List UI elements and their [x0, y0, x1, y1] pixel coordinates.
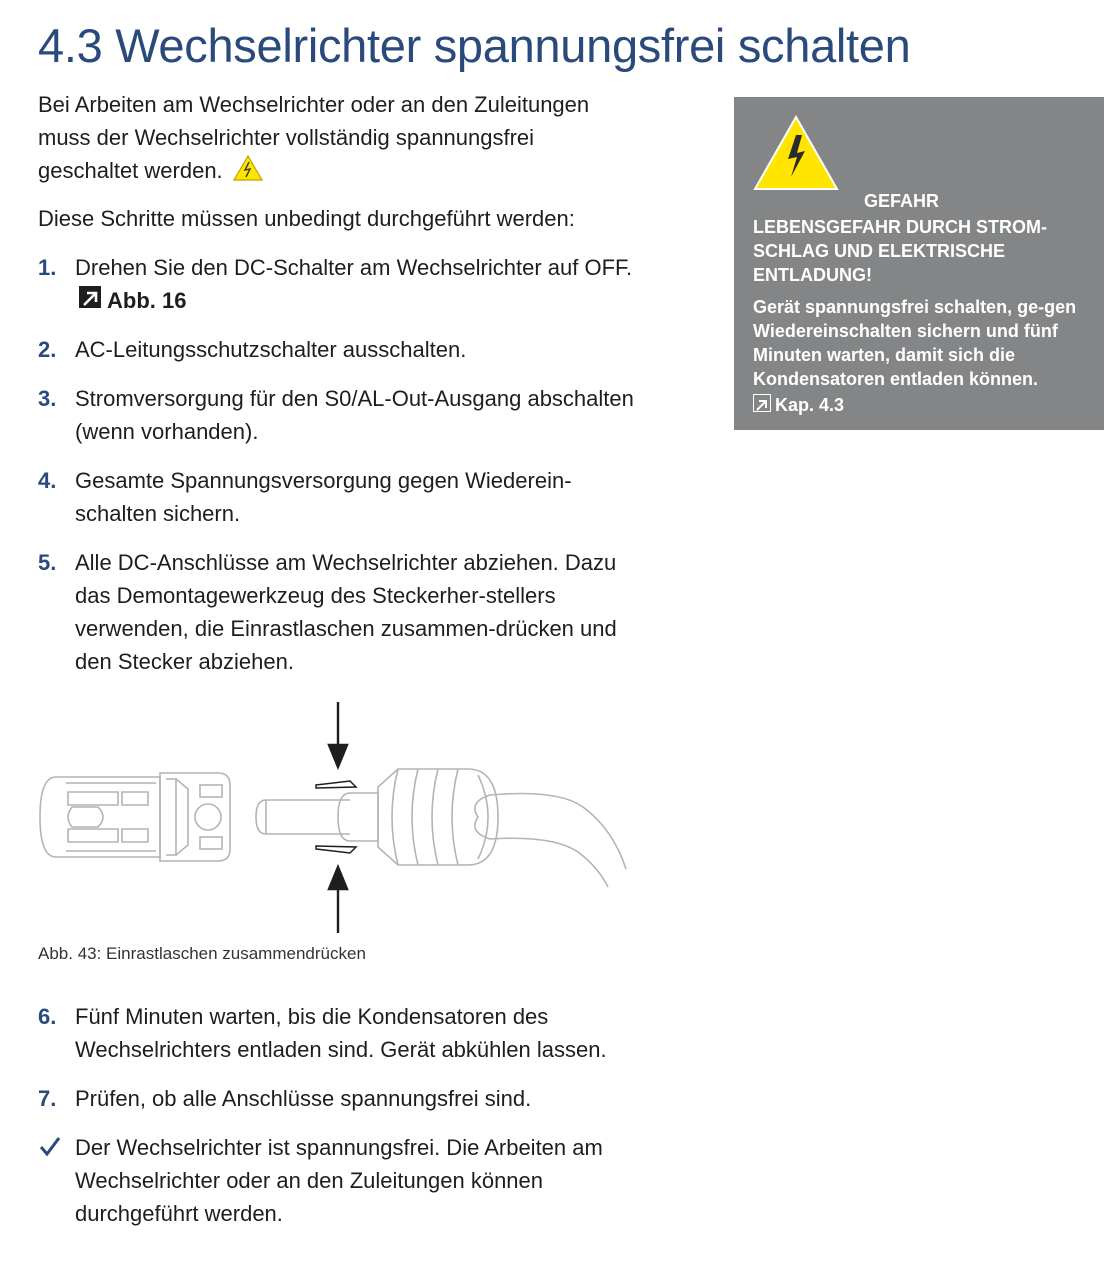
- step-number: 5.: [38, 550, 57, 575]
- list-item: [38, 546, 638, 678]
- step-number: 1.: [38, 255, 57, 280]
- intro-text: Bei Arbeiten am Wechselrichter oder an den Zuleitungen muss der Wechselrichter vollständig spannungsfrei geschaltet werden.: [38, 92, 590, 183]
- list-item: [38, 1082, 638, 1115]
- chapter-reference-text[interactable]: Kap. 4.3: [775, 395, 845, 415]
- list-item: [38, 1000, 638, 1066]
- intro-paragraph: [38, 88, 638, 187]
- main-content-continued: [38, 1000, 638, 1246]
- list-item: [38, 382, 638, 448]
- step-text: Prüfen, ob alle Anschlüsse spannungsfrei sind.: [75, 1086, 532, 1111]
- main-content: [38, 88, 638, 694]
- checkmark-icon: [38, 1134, 62, 1158]
- danger-heading: LEBENSGEFAHR DURCH STROM-SCHLAG UND ELEKTRISCHE ENTLADUNG!: [753, 217, 1048, 285]
- step-text: AC-Leitungsschutzschalter ausschalten.: [75, 337, 467, 362]
- danger-body: Gerät spannungsfrei schalten, ge-gen Wiedereinschalten sichern und fünf Minuten warten, damit sich die Kondensatoren entladen können.: [753, 297, 1077, 389]
- list-item: [38, 251, 638, 317]
- figure-caption: Abb. 43: Einrastlaschen zusammendrücken: [38, 944, 366, 963]
- steps-list-a: [38, 251, 638, 678]
- connector-illustration: [38, 697, 628, 942]
- danger-box: [734, 97, 1104, 430]
- link-arrow-icon: [753, 394, 771, 412]
- step-number: 6.: [38, 1004, 57, 1029]
- link-arrow-icon[interactable]: [79, 286, 101, 308]
- step-text: Alle DC-Anschlüsse am Wechselrichter abziehen. Dazu das Demontagewerkzeug des Steckerher-stellers verwenden, die Einrastlaschen zusammen-drücken und den Stecker abziehen.: [75, 550, 617, 674]
- page-title: 4.3 Wechselrichter spannungsfrei schalten: [38, 19, 911, 72]
- step-text: Gesamte Spannungsversorgung gegen Wiederein-schalten sichern.: [75, 468, 572, 526]
- step-number: 4.: [38, 468, 57, 493]
- high-voltage-icon: [753, 115, 839, 191]
- danger-header: [753, 115, 1085, 215]
- figure-reference-link[interactable]: Abb. 16: [107, 288, 187, 313]
- danger-label: GEFAHR: [864, 191, 940, 211]
- step-text: Drehen Sie den DC-Schalter am Wechselrichter auf OFF.: [75, 255, 633, 280]
- chapter-reference[interactable]: [753, 393, 1085, 417]
- list-item: [38, 333, 638, 366]
- warning-triangle-icon: [233, 155, 263, 181]
- result-item: [38, 1131, 638, 1230]
- list-item: [38, 464, 638, 530]
- steps-list-b: [38, 1000, 638, 1230]
- step-number: 3.: [38, 386, 57, 411]
- step-number: 2.: [38, 337, 57, 362]
- step-number: 7.: [38, 1086, 57, 1111]
- step-text: Stromversorgung für den S0/AL-Out-Ausgang abschalten (wenn vorhanden).: [75, 386, 634, 444]
- step-text: Fünf Minuten warten, bis die Kondensatoren des Wechselrichters entladen sind. Gerät abkühlen lassen.: [75, 1004, 607, 1062]
- steps-intro: Diese Schritte müssen unbedingt durchgeführt werden:: [38, 206, 575, 231]
- result-text: Der Wechselrichter ist spannungsfrei. Die Arbeiten am Wechselrichter oder an den Zuleitungen können durchgeführt werden.: [75, 1135, 603, 1226]
